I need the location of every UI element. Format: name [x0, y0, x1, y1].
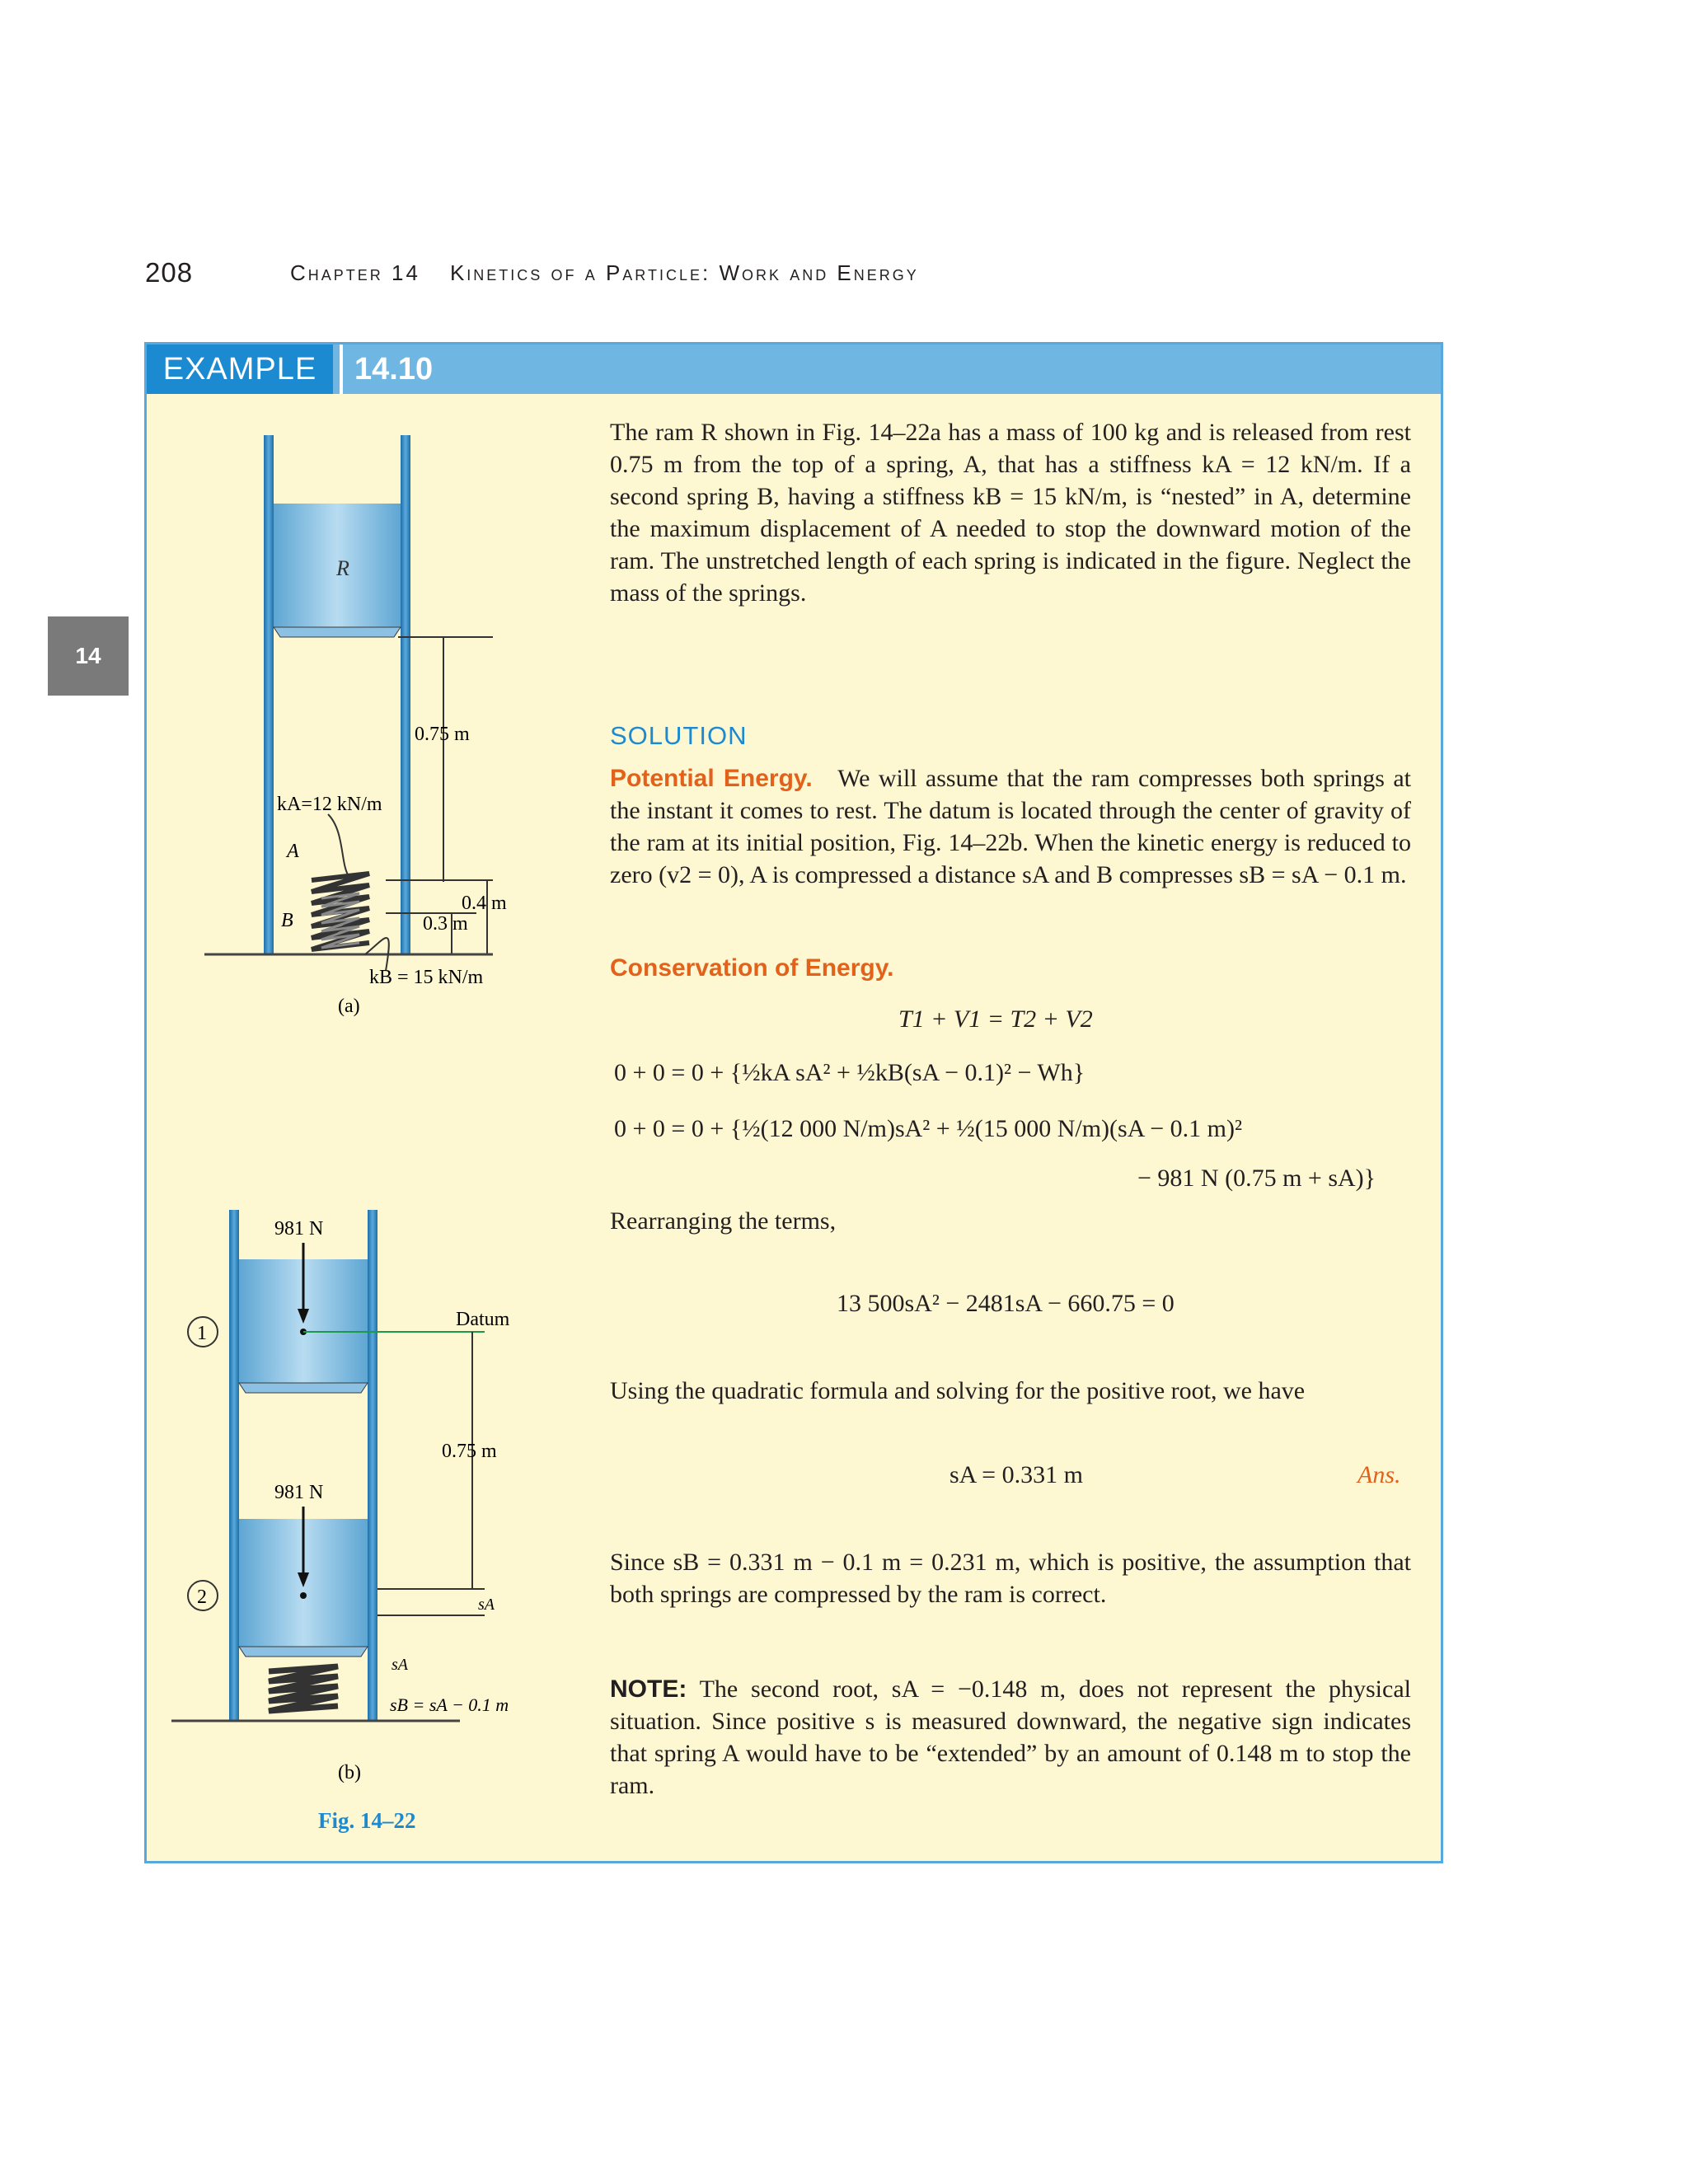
solution-heading: SOLUTION	[610, 721, 748, 750]
example-number: 14.10	[340, 344, 433, 394]
dim-03: 0.3 m	[423, 913, 468, 935]
example-banner	[147, 344, 1441, 394]
fig-caption: Fig. 14–22	[318, 1808, 416, 1833]
potential-energy-paragraph	[610, 762, 1411, 891]
figure-a	[204, 435, 507, 1017]
ka-label: kA=12 kN/m	[277, 794, 382, 815]
pe-text: We will assume that the ram compresses both springs at the instant it comes to rest. The datum is located through the center of gravity of the ram at its initial position, Fig. 14–22b. When the kinetic energy is reduced to zero (v2 = 0), A is compressed a distance sA and B compresses sB = sA − 0.1 m.	[610, 765, 1412, 888]
chapter-label: Chapter 14	[290, 260, 420, 285]
equation-2: 0 + 0 = 0 + {½kA sA² + ½kB(sA − 0.1)² − Wh}	[614, 1059, 1085, 1086]
since-paragraph: Since sB = 0.331 m − 0.1 m = 0.231 m, which is positive, the assumption that both springs are compressed by the ram is correct.	[610, 1549, 1411, 1608]
weight-2: 981 N	[274, 1482, 324, 1503]
figure-14-22	[147, 394, 608, 1853]
caption-b: (b)	[338, 1762, 361, 1783]
spring-a-label: A	[287, 841, 299, 862]
position-2-label: 2	[197, 1586, 207, 1608]
note-paragraph	[610, 1673, 1411, 1802]
dim-04: 0.4 m	[462, 893, 507, 914]
running-head	[290, 260, 949, 286]
chapter-tab: 14	[48, 616, 129, 696]
right-guide-post-b	[368, 1210, 377, 1721]
weight-1: 981 N	[274, 1218, 324, 1240]
page-number: 208	[145, 257, 194, 288]
position-1-label: 1	[197, 1323, 207, 1344]
sa-dim-label: sA	[478, 1596, 495, 1614]
equation-3a: 0 + 0 = 0 + {½(12 000 N/m)sA² + ½(15 000 N/m)(sA − 0.1 m)²	[614, 1115, 1242, 1142]
figure-b	[171, 1210, 510, 1833]
coe-heading: Conservation of Energy.	[610, 954, 894, 982]
datum-label: Datum	[456, 1309, 510, 1330]
running-header	[0, 257, 1688, 290]
answer-label: Ans.	[1357, 1461, 1401, 1488]
note-text: The second root, sA = −0.148 m, does not represent the physical situation. Since positive s is measured downward, the negative sign indicates that spring A would have to be “extended” by an amount of 0.148 m to stop the ram.	[610, 1675, 1411, 1799]
ram-base	[274, 627, 401, 637]
quadratic-text: Using the quadratic formula and solving for the positive root, we have	[610, 1377, 1306, 1404]
compressed-spring	[269, 1666, 338, 1711]
equation-3b: − 981 N (0.75 m + sA)}	[1137, 1165, 1376, 1192]
problem-statement: The ram R shown in Fig. 14–22a has a mass of 100 kg and is released from rest 0.75 m from the top of a spring, A, that has a stiffness kA = 12 kN/m. If a second spring B, having a stiffness kB = 15 kN/m, is “nested” in A, determine the maximum displacement of A needed to stop the downward motion of the ram. The unstretched length of each spring is indicated in the figure. Neglect the mass of the springs.	[610, 419, 1411, 607]
equation-4: 13 500sA² − 2481sA − 660.75 = 0	[837, 1290, 1175, 1317]
note-label: NOTE:	[610, 1675, 687, 1703]
rearrange-text: Rearranging the terms,	[610, 1207, 837, 1235]
left-guide-post-b	[229, 1210, 239, 1721]
left-guide-post	[264, 435, 274, 954]
dim-075: 0.75 m	[415, 724, 470, 745]
equation-5: sA = 0.331 m	[950, 1461, 1083, 1488]
right-guide-post	[401, 435, 410, 954]
kb-label: kB = 15 kN/m	[369, 967, 484, 988]
chapter-title: Kinetics of a Particle: Work and Energy	[449, 260, 919, 285]
spring-b-label: B	[281, 910, 293, 931]
pe-heading: Potential Energy.	[610, 765, 813, 792]
equation-1: T1 + V1 = T2 + V2	[898, 1005, 1093, 1033]
sa-label: sA	[392, 1656, 408, 1674]
caption-a: (a)	[338, 996, 360, 1017]
sb-label: sB = sA − 0.1 m	[390, 1694, 509, 1715]
dim-075-b: 0.75 m	[442, 1441, 497, 1462]
ram-label: R	[336, 556, 349, 580]
example-label: EXAMPLE	[147, 344, 333, 394]
